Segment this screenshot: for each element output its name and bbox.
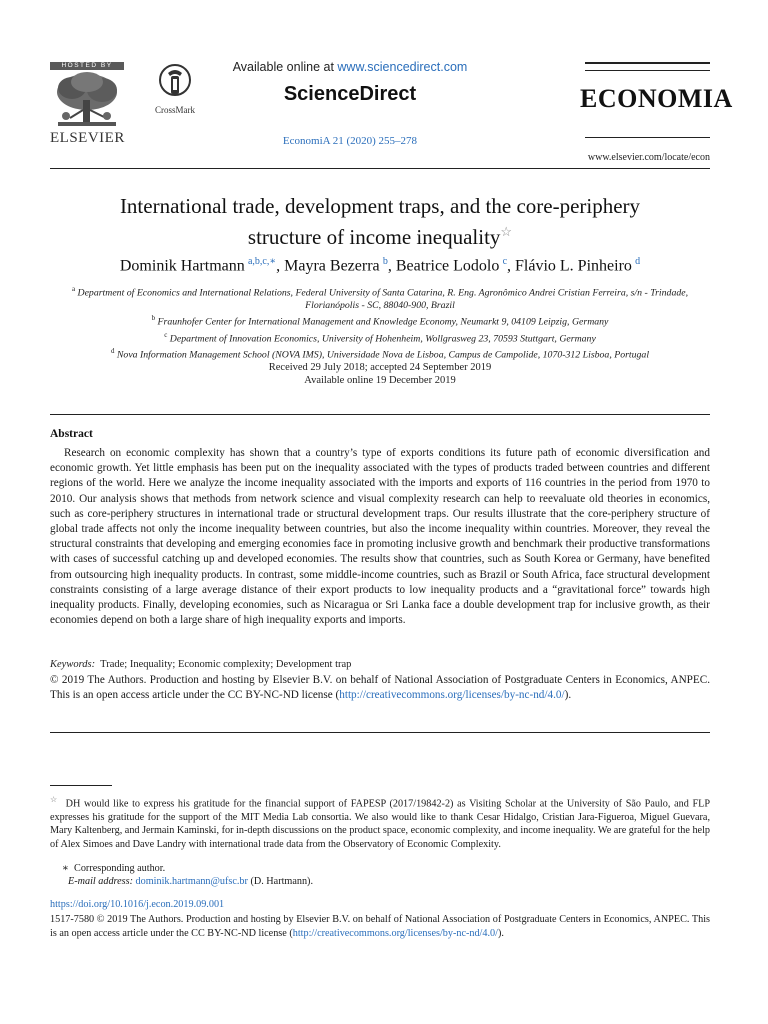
keywords-list: Trade; Inequality; Economic complexity; Development trap [100,659,352,670]
title-line-2: structure of income inequality [247,225,501,249]
author-list [50,256,710,275]
author-affil-marks[interactable]: d [635,256,641,267]
affil-mark: a [71,285,76,293]
abstract-top-rule [50,414,710,415]
acknowledgement-footnote [50,793,710,851]
author-affil-marks[interactable]: c [502,256,508,267]
email-label: E-mail address: [68,876,133,887]
affil-mark: c [164,330,168,339]
corresponding-author-note [62,862,165,876]
available-online-date: Available online 19 December 2019 [304,375,456,386]
corresponding-mark: ∗ [62,863,69,874]
affiliation-item [50,312,710,328]
doi-link[interactable]: https://doi.org/10.1016/j.econ.2019.09.001 [50,899,225,910]
license-text: © 2019 The Authors. Production and hosting by Elsevier B.V. on behalf of National Association of Postgraduate Centers in Economics, ANPEC. This is an open access article under the CC BY-NC-ND license ( [50,674,710,702]
email-link[interactable]: dominik.hartmann@ufsc.br [135,876,248,887]
affiliation-item [50,329,710,345]
elsevier-wordmark: ELSEVIER [50,130,125,146]
author-name[interactable]: Beatrice Lodolo [395,257,500,275]
crossmark-icon [159,64,191,98]
affil-text: Nova Information Management School (NOVA IMS), Universidade Nova de Lisboa, Campus de Campolide, 1070-312 Lisboa, Portugal [116,349,650,361]
issn-copyright [50,913,710,940]
hosted-by-label: HOSTED BY [50,62,124,70]
acknowledgement-text: DH would like to express his gratitude for the financial support of FAPESP (2017/19842-2) as Visiting Scholar at the University of São Paulo, and FLP expresses his gratitude for the support of the MIT Media Lab consortia. We also would like to thank Cesar Hidalgo, Cristian Jara-Figueroa, Miguel Guevara, Mary Kaltenberg, and Jermain Kaminski, for in-depth discussions on the product space, economic complexity, and income inequality. We are grateful for the help of Alex Simoes and Dave Landry with international trade data from the Observatory of Economic Complexity. [50,798,711,850]
author-sep: , [276,257,285,275]
author-affil-marks[interactable]: b [382,256,388,267]
affil-mark: d [110,346,115,355]
crossmark-badge[interactable] [148,64,202,115]
article-dates [50,361,710,387]
issn-text: 1517-7580 © 2019 The Authors. Production and hosting by Elsevier B.V. on behalf of National Association of Postgraduate Centers in Economics, ANPEC. This is an open access article under the CC BY-NC-ND license ( [50,914,710,939]
journal-citation-link[interactable]: EconomiA 21 (2020) 255–278 [282,135,418,147]
received-date: Received 29 July 2018; accepted 24 September 2019 [268,362,492,373]
abstract-bottom-rule [50,732,710,733]
footnote-rule [50,785,112,786]
author-sep: , [507,257,516,275]
header-rule [585,70,710,71]
sciencedirect-wordmark: ScienceDirect [283,83,417,105]
title-footnote-star[interactable]: ☆ [500,224,513,239]
affil-mark: b [151,314,156,323]
keywords-label: Keywords: [50,659,96,670]
elsevier-tree-icon [50,70,124,130]
abstract-heading: Abstract [50,428,93,440]
affil-text: Department of Innovation Economics, University of Hohenheim, Wollgrasweg 23, 70593 Stuttgart, Germany [169,332,596,344]
license-end: ). [564,689,572,702]
issn-end: ). [497,927,504,939]
journal-url: www.elsevier.com/locate/econ [587,152,710,163]
article-title [50,193,710,250]
corresponding-text: Corresponding author. [74,863,166,874]
journal-header [0,0,768,170]
crossmark-label: CrossMark [155,105,195,115]
sciencedirect-link[interactable]: www.sciencedirect.com [337,60,468,74]
email-line [68,876,313,887]
author-name[interactable]: Flávio L. Pinheiro [515,257,632,275]
header-rule [585,137,710,138]
header-divider [50,168,710,169]
license-link[interactable]: http://creativecommons.org/licenses/by-nc-nd/4.0/ [339,689,565,702]
affil-text: Fraunhofer Center for International Management and Knowledge Economy, Neumarkt 9, 04109 Leipzig, Germany [157,316,609,328]
license-statement [50,673,710,703]
author-sep: , [387,257,396,275]
journal-logo: ECONOMIA [580,84,733,113]
abstract-body: Research on economic complexity has shown that a country’s type of exports conditions its future path of economic diversification and economic growth. Yet little emphasis has been put on the inequality associated with the types of products traded between countries and different regions of the world. Here we analyze the income inequality associated with the imports and exports of 116 countries in the period from 1970 to 2010. Our analysis shows that methods from network science and visual complexity research can help to reevaluate old theories in economics, such as core-periphery structures in international trade or structural development traps. Our results illustrate that the core-periphery structure of global trade affects not only the income inequality between countries, but also the income inequality within countries. Moreover, they reveal the structural constraints that developing and emerging economies face in promoting inclusive growth and benchmark their productive transformations with cases of successful catching up and developed economies. The results show that countries, such as South Korea or Germany, have benefited from outsourcing high inequality products. In contrast, some middle-income countries, such as Brazil or South Africa, face structural development constraints consisting of a large average distance of their export products to low inequality products and a “gravitational force” towards high inequality products. Finally, developing economies, such as Nicaragua or Sri Lanka face a double development trap for inclusive growth, as their economies depend on both a large share of high inequality exports and imports. [50,447,710,627]
affiliation-list [50,283,710,361]
affiliation-item [50,283,710,312]
elsevier-logo[interactable] [50,62,124,147]
author-name[interactable]: Mayra Bezerra [284,257,380,275]
title-line-1: International trade, development traps, and the core-periphery [119,194,641,218]
author-name[interactable]: Dominik Hartmann [119,257,245,275]
issn-license-link[interactable]: http://creativecommons.org/licenses/by-nc-nd/4.0/ [292,927,498,939]
affiliation-item [50,345,710,361]
email-suffix: (D. Hartmann). [247,876,313,887]
available-prefix: Available online at [232,60,338,74]
keywords-line [50,659,710,670]
affil-text: Department of Economics and International Relations, Federal University of Santa Catarina, R. Eng. Agronômico Andrei Cristian Ferreira, s/n - Trindade, Florianópolis - SC, 88040-900, Brazil [77,287,689,312]
footnote-star: ☆ [50,795,59,804]
author-affil-marks[interactable]: a,b,c,∗ [247,256,277,267]
header-rule [585,62,710,64]
available-online-line [200,60,500,74]
